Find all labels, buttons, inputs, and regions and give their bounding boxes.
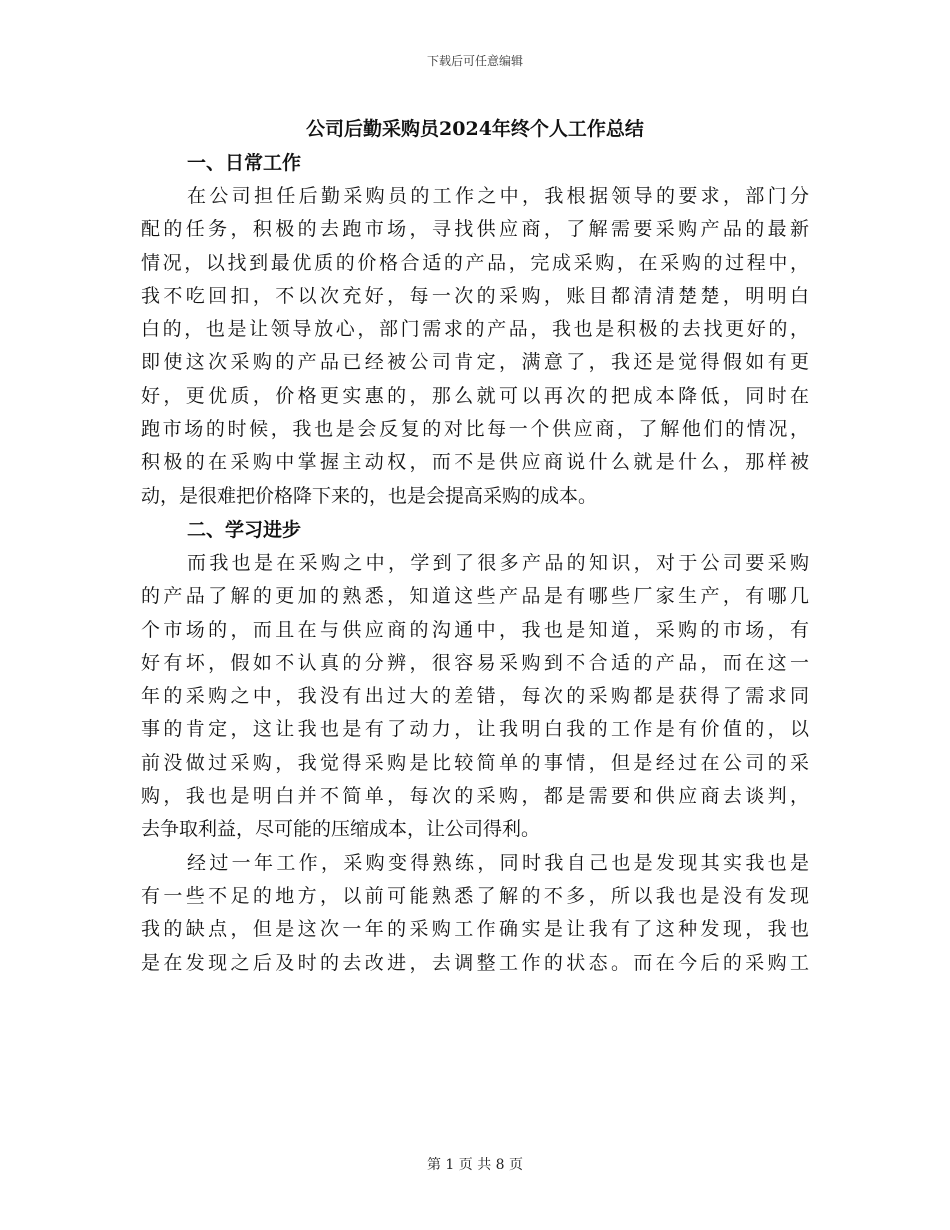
paragraph-line: 跑市场的时候，我也是会反复的对比每一个供应商，了解他们的情况， xyxy=(141,418,809,441)
paragraph-line: 配的任务，积极的去跑市场，寻找供应商，了解需要采购产品的最新 xyxy=(141,218,809,241)
document-body xyxy=(141,112,809,980)
paragraph-line: 白的，也是让领导放心，部门需求的产品，我也是积极的去找更好的， xyxy=(141,318,809,341)
paragraph-line: 而我也是在采购之中，学到了很多产品的知识，对于公司要采购 xyxy=(187,551,809,574)
paragraph xyxy=(141,847,809,980)
page-number: 第 1 页 共 8 页 xyxy=(426,1157,524,1173)
paragraph-line: 好，更优质，价格更实惠的，那么就可以再次的把成本降低，同时在 xyxy=(141,384,809,407)
section-heading-daily-work: 一、日常工作 xyxy=(187,152,302,174)
paragraph-line: 去争取利益，尽可能的压缩成本，让公司得利。 xyxy=(141,818,541,841)
section-heading-learning-progress: 二、学习进步 xyxy=(187,518,302,541)
paragraph-line: 前没做过采购，我觉得采购是比较简单的事情，但是经过在公司的采 xyxy=(141,751,809,774)
paragraph-line: 积极的在采购中掌握主动权，而不是供应商说什么就是什么，那样被 xyxy=(141,451,809,474)
paragraph-line: 购，我也是明白并不简单，每次的采购，都是需要和供应商去谈判， xyxy=(141,785,809,808)
paragraph-line: 年的采购之中，我没有出过大的差错，每次的采购都是获得了需求同 xyxy=(141,685,809,708)
paragraph-line: 即使这次采购的产品已经被公司肯定，满意了，我还是觉得假如有更 xyxy=(141,351,809,374)
paragraph-line: 我的缺点，但是这次一年的采购工作确实是让我有了这种发现，我也 xyxy=(141,918,809,941)
paragraph-line: 个市场的，而且在与供应商的沟通中，我也是知道，采购的市场，有 xyxy=(141,618,809,641)
document-title: 公司后勤采购员2024年终个人工作总结 xyxy=(306,118,644,140)
paragraph-line: 动，是很难把价格降下来的，也是会提高采购的成本。 xyxy=(141,484,598,507)
paragraph-line: 是在发现之后及时的去改进，去调整工作的状态。而在今后的采购工 xyxy=(141,951,809,974)
paragraph-line: 好有坏，假如不认真的分辨，很容易采购到不合适的产品，而在这一 xyxy=(141,651,809,674)
paragraph-line: 情况，以找到最优质的价格合适的产品，完成采购，在采购的过程中， xyxy=(141,251,809,274)
paragraph-line: 在公司担任后勤采购员的工作之中，我根据领导的要求，部门分 xyxy=(187,185,809,207)
paragraph-line: 有一些不足的地方，以前可能熟悉了解的不多，所以我也是没有发现 xyxy=(141,884,809,907)
paragraph-line: 我不吃回扣，不以次充好，每一次的采购，账目都清清楚楚，明明白 xyxy=(141,284,809,307)
paragraph xyxy=(141,547,809,847)
paragraph-line: 的产品了解的更加的熟悉，知道这些产品是有哪些厂家生产，有哪几 xyxy=(141,585,809,608)
paragraph-line: 事的肯定，这让我也是有了动力，让我明白我的工作是有价值的，以 xyxy=(141,718,809,741)
page-header-note: 下载后可任意编辑 xyxy=(426,54,523,68)
paragraph xyxy=(141,180,809,513)
paragraph-line: 经过一年工作，采购变得熟练，同时我自己也是发现其实我也是 xyxy=(187,851,809,874)
